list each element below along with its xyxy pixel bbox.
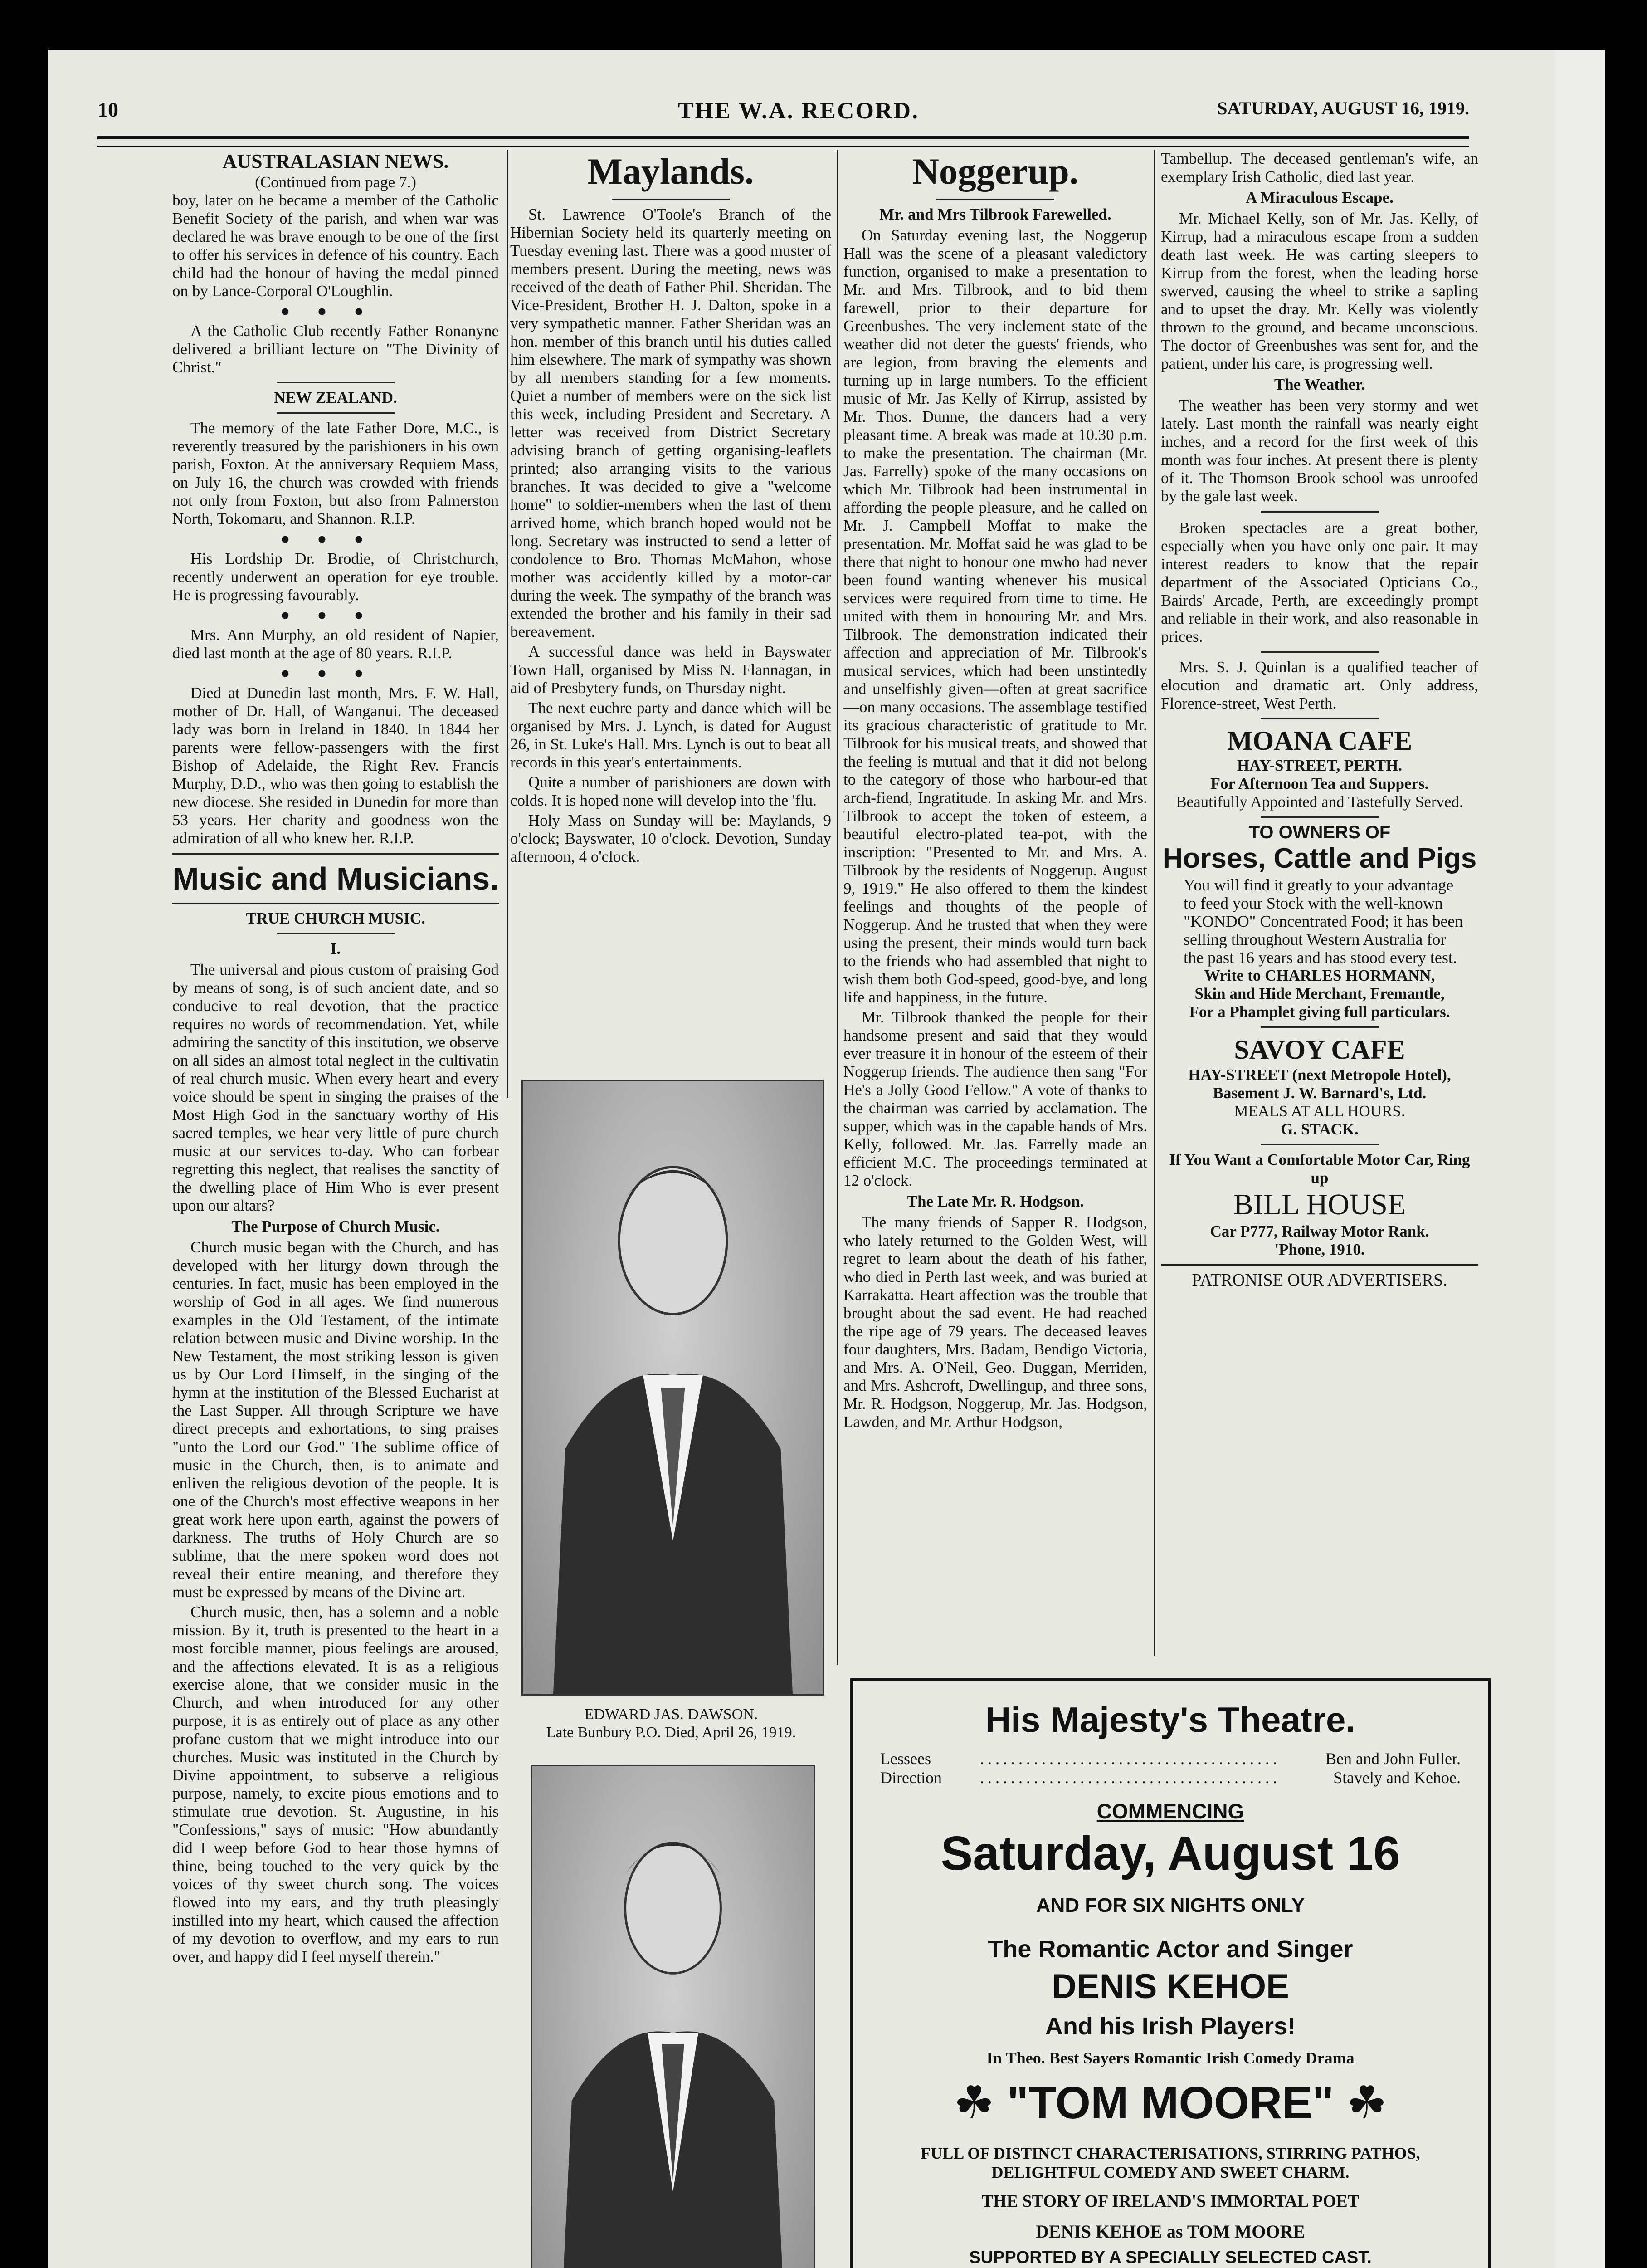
paragraph: On Saturday evening last, the Noggerup Hall was the scene of a pleasant valedictory function, organised to make a presentation to Mr. and Mrs. Tilbrook, and to bid them farewell, prior to their departure for Greenbushes. The very inclement state of the weather did not deter the guests' friends, who are legion, from braving the elements and turning up in large numbers. To the efficient music of Mr. Jas Kelly of Kirrup, assisted by Mr. Thos. Dunne, the dancers had a very pleasant time. A break was made at 10.30 p.m. to make the presentation. The chairman (Mr. Jas. Farrelly) spoke of the many occasions on which Mr. Tilbrook had been instrumental in affording the people pleasure, and he called on Mr. J. Campbell Moffat to make the presentation. Mr. Moffat said he was glad to be there that night to honour one mwho had never been found wanting whenever his musical services were required from time to time. He united with them in honouring Mr. and Mrs. Tilbrook. The demonstration indicated their affection and appreciation of Mr. Tilbrook's musical services, which had been unstintedly and unselfishly given—often at great sacrifice—on many occasions. The assemblage testified its gracious characteristic of gratitude to Mr. Tilbrook for his musical treats, and showed that the feeling is mutual and that it did not belong to the category of those who harbour-ed that arch-fiend, Ingratitude. In asking Mr. and Mrs. Tilbrook to accept the token of esteem, a beautiful electro-plated tea-pot, with the inscription: "Presented to Mr. and Mrs. A. Tilbrook by the residents of Noggerup. August 9, 1919." He also offered to them the kindest feelings and thoughts of the people of Noggerup. And he trusted that when they were using the present, their minds would turn back to the friends who had assembled that night to wish them both God-speed, good-bye, and long life and happiness, in the future.: [843, 226, 1147, 1006]
season-length: AND FOR SIX NIGHTS ONLY: [1036, 1894, 1305, 1916]
caption-edward-dawson: [512, 1706, 830, 1742]
divider: [172, 853, 499, 855]
lessees-value: Ben and John Fuller.: [1325, 1750, 1461, 1768]
paragraph: Mrs. Ann Murphy, an old resident of Napier, died last month at the age of 80 years. R.I.P.: [172, 626, 499, 662]
ad-line: G. STACK.: [1281, 1120, 1359, 1138]
opening-date: Saturday, August 16: [940, 1827, 1400, 1880]
caption-detail: Late Bunbury P.O. Died, April 26, 1919.: [546, 1724, 796, 1741]
column-noggerup: [843, 150, 1147, 1433]
divider: [1261, 1026, 1379, 1028]
paragraph: The many friends of Sapper R. Hodgson, who lately returned to the Golden West, will regret to learn about the death of his father, who died in Perth last week, and was buried at Karrakatta. Heart affection was the trouble that brought about the sad event. He had reached the ripe age of 79 years. The deceased leaves four daughters, Mrs. Badam, Bendigo Victoria, and Mrs. A. O'Neil, Geo. Duggan, Merriden, and Mrs. Ashcroft, Dwellingup, and three sons, Mr. R. Hodgson, Noggerup, Mr. Jas. Hodgson, Lawden, and Mr. Arthur Hodgson,: [843, 1213, 1147, 1431]
caption-name: EDWARD JAS. DAWSON.: [584, 1706, 758, 1723]
drama-line: In Theo. Best Sayers Romantic Irish Comedy Drama: [986, 2049, 1355, 2067]
shamrock-icon: ☘: [954, 2077, 994, 2128]
page-header: [97, 98, 1469, 125]
paragraph: The memory of the late Father Dore, M.C., is reverently treasured by the parishioners in his own parish, Foxton. At the anniversary Requiem Mass, on July 16, the church was crowded with friends not only from Foxton, but also from Palmerston North, Tokomaru, and Shannon. R.I.P.: [172, 419, 499, 528]
paper-title: THE W.A. RECORD.: [678, 98, 919, 124]
paragraph: Died at Dunedin last month, Mrs. F. W. Hall, mother of Dr. Hall, of Wanganui. The deceased lady was born in Ireland in 1840. In 1844 her parents were fellow-passengers with the first Bishop of Adelaide, the Right Rev. Francis Murphy, D.D., who was then going to establish the new diocese. She resided in Dunedin for more than 53 years. Her charity and goodness won the admiration of all who knew her. R.I.P.: [172, 684, 499, 847]
portrait-figure: [532, 1766, 814, 2268]
ad-line: Car P777, Railway Motor Rank.: [1210, 1222, 1429, 1240]
section-heading: Maylands.: [587, 151, 754, 192]
paragraph: Quite a number of parishioners are down with colds. It is hoped none will develop into the 'flu.: [510, 773, 831, 809]
lessees-label: Lessees: [880, 1750, 931, 1768]
direction-row: [880, 1768, 1461, 1787]
column-australasian: [172, 150, 499, 1968]
column-rule: [837, 150, 838, 1665]
column-maylands: [510, 150, 831, 868]
ad-title: BILL HOUSE: [1233, 1188, 1406, 1221]
divider: [612, 199, 730, 200]
paragraph: Broken spectacles are a great bother, especially when you have only one pair. It may interest readers to know that the repair department of the Associated Opticians Co., Bairds' Arcade, Perth, are exceedingly prompt and reliable in their work, and also reasonable in prices.: [1161, 519, 1478, 645]
ad-line: MEALS AT ALL HOURS.: [1234, 1102, 1405, 1120]
subheading: Mr. and Mrs Tilbrook Farewelled.: [879, 205, 1111, 223]
paragraph: His Lordship Dr. Brodie, of Christchurch, recently underwent an operation for eye trouble. He is progressing favourably.: [172, 550, 499, 604]
paragraph: Tambellup. The deceased gentleman's wife, an exemplary Irish Catholic, died last year.: [1161, 150, 1478, 186]
paragraph: The next euchre party and dance which will be organised by Mrs. J. Lynch, is dated for August 26, in St. Luke's Hall. Mrs. Lynch is out to beat all records in this year's entertainments.: [510, 699, 831, 771]
paragraph: Holy Mass on Sunday will be: Maylands, 9 o'clock; Bayswater, 10 o'clock. Devotion, Sunday afternoon, 4 o'clock.: [510, 811, 831, 865]
separator: ●●●: [280, 606, 391, 624]
divider: [172, 903, 499, 904]
separator: ●●●: [280, 530, 391, 547]
column-local-notes: [1161, 150, 1478, 1289]
page-number: 10: [97, 98, 118, 121]
divider: [1161, 1264, 1478, 1266]
paragraph: A successful dance was held in Bayswater Town Hall, organised by Miss N. Flannagan, in aid of Presbytery funds, on Thursday night.: [510, 643, 831, 697]
ad-bill-house: [1161, 1151, 1478, 1259]
ad-line: Write to CHARLES HORMANN,: [1204, 967, 1435, 984]
ad-line: Beautifully Appointed and Tastefully Served.: [1176, 793, 1463, 811]
players-line: And his Irish Players!: [1045, 2013, 1296, 2040]
divider: [1261, 511, 1379, 513]
scan-border-left: [0, 50, 48, 2268]
leader-dots: .......................................: [980, 1750, 1281, 1768]
subheading: The Late Mr. R. Hodgson.: [906, 1193, 1084, 1210]
section-subheading: TRUE CHURCH MUSIC.: [246, 909, 425, 927]
story-line: THE STORY OF IRELAND'S IMMORTAL POET: [981, 2192, 1360, 2211]
column-rule: [1154, 150, 1155, 1656]
ad-line: 'Phone, 1910.: [1274, 1241, 1365, 1258]
music-title: Music and Musicians.: [172, 861, 499, 896]
lessees-row: [880, 1749, 1461, 1768]
patronise-notice: PATRONISE OUR ADVERTISERS.: [1192, 1271, 1447, 1290]
divider: [1261, 718, 1379, 719]
paragraph: boy, later on he became a member of the Catholic Benefit Society of the parish, and when war was declared he was brave enough to be one of the first to offer his services in defence of his country. Each child had the honour of having the medal pinned on by Lance-Corporal O'Loughlin.: [172, 191, 499, 300]
direction-value: Stavely and Kehoe.: [1333, 1769, 1461, 1787]
paragraph: St. Lawrence O'Toole's Branch of the Hibernian Society held its quarterly meeting on Tuesday evening last. There was a good muster of members present. During the meeting, news was received of the death of Father Phil. Sheridan. The Vice-President, Brother H. J. Dalton, spoke in a very sympathetic manner. Father Sheridan was an hon. member of this branch until his duties called him elsewhere. The mark of sympathy was shown by all members standing for a few moments. Quiet a number of members were on the sick list this week, including President and Secretary. A letter was received from District Secretary advising branch of getting organising-leaflets printed; also arranging visits to the various branches. It was decided to give a "welcome home" to soldier-members when the last of them arrived home, which branch hoped would not be long. Secretary was instructed to send a letter of condolence to Bro. Thomas McMahon, whose mother was accidently killed by a motor-car during the week. The sympathy of the branch was extended the brother and his family in their sad bereavement.: [510, 205, 831, 640]
separator: ●●●: [280, 302, 391, 320]
paragraph: The weather has been very stormy and wet lately. Last month the rainfall was nearly eight inches, and a record for the first week of this month was four inches. At present there is plenty of it. The Thomson Brook school was unroofed by the gale last week.: [1161, 396, 1478, 505]
section-heading: AUSTRALASIAN NEWS.: [222, 150, 449, 172]
ad-his-majestys-theatre: [850, 1678, 1491, 2268]
divider: [1261, 816, 1379, 818]
cast-line: SUPPORTED BY A SPECIALLY SELECTED CAST.: [969, 2248, 1372, 2267]
ad-line: For Afternoon Tea and Suppers.: [1210, 775, 1429, 792]
ad-savoy-cafe: [1161, 1033, 1478, 1139]
portrait-william-dawson: [531, 1765, 815, 2268]
romantic-actor-line: The Romantic Actor and Singer: [988, 1936, 1353, 1963]
ad-line: HAY-STREET, PERTH.: [1237, 757, 1403, 774]
portrait-edward-dawson: [521, 1080, 824, 1696]
paragraph: The universal and pious custom of praising God by means of song, is of such ancient date, and so conducive to real devotion, that the practice requires no words of recommendation. Yet, while admiring the sanctity of this institution, we observe on all sides an almost total neglect in the cultivatin of real church music. When every heart and every voice should be spent in singing the praises of the Most High God in the sanctuary worthy of His sacred temples, we hear very little of pure church music at our services to-day. Who can forbear regretting this neglect, that realises the sanctity of the dwelling place of Him Who is ever present upon our altars?: [172, 961, 499, 1214]
divider: [277, 933, 395, 934]
scan-page-edge: [1555, 50, 1605, 2268]
ad-line: For a Phamplet giving full particulars.: [1189, 1003, 1450, 1021]
ad-line: HAY-STREET (next Metropole Hotel),: [1188, 1066, 1451, 1084]
role-line: DENIS KEHOE as TOM MOORE: [1035, 2221, 1306, 2242]
leader-dots: .......................................: [980, 1769, 1281, 1787]
ad-title: SAVOY CAFE: [1234, 1035, 1405, 1065]
continued-note: (Continued from page 7.): [255, 173, 416, 191]
paragraph: Church music, then, has a solemn and a noble mission. By it, truth is presented to the heart in a most forcible manner, pious feelings are aroused, and the affections elevated. It is as a religious exercise alone, that we consider music in the Church, and when introduced for any other purpose, it is as entirely out of place as any other profane custom that we might introduce into our churches. Music was instituted in the Church by Divine appointment, to subserve a religious purpose, namely, to excite pious emotions and to stimulate true devotion. St. Augustine, in his "Confessions," says of music: "How abundantly did I weep before God to hear those hymns of thine, being touched to the very quick by the voices of thy sweet church song. The voices flowed into my ears, and thy truth pleasingly instilled into my heart, which caused the affection of my devotion to overflow, and my ears to run over, and happy did I feel myself therein.": [172, 1603, 499, 1965]
direction-label: Direction: [880, 1769, 942, 1787]
ad-title: MOANA CAFE: [1227, 726, 1413, 756]
divider: [277, 382, 395, 383]
ad-line: If You Want a Comfortable Motor Car, Ring up: [1169, 1151, 1470, 1187]
commencing-label: COMMENCING: [1096, 1799, 1244, 1823]
subheading: A Miraculous Escape.: [1246, 189, 1394, 206]
ad-body: You will find it greatly to your advantage to feed your Stock with the well-known "KONDO" Concentrated Food; it has been selling throughout Western Australia for the past 16 years and has stood every test.: [1184, 876, 1463, 967]
ad-line: Skin and Hide Merchant, Fremantle,: [1194, 985, 1445, 1002]
issue-date: SATURDAY, AUGUST 16, 1919.: [1217, 98, 1469, 118]
paragraph: Church music began with the Church, and has developed with her liturgy down through the centuries. In fact, music has been employed in the worship of God in all ages. We find numerous examples in the Old Testament, of the intimate relation between music and Divine worship. In the New Testament, the most striking lesson is given us by Our Lord Himself, in the singing of the hymn at the institution of the Blessed Eucharist at the Last Supper. All through Scripture we have direct precepts and exhortations, to sing praises "unto the Lord our God." The sublime office of music in the Church, then, is to animate and enliven the religious devotion of the people. It is one of the Church's most effective weapons in her great work here upon earth, against the powers of darkness. The truths of Holy Church are so sublime, that the mere spoken word does not reveal their entire meaning, and therefore they must be expressed by means of the Divine art.: [172, 1238, 499, 1601]
shamrock-icon: ☘: [1346, 2077, 1387, 2128]
section-heading: NEW ZEALAND.: [274, 389, 397, 406]
subheading: The Weather.: [1274, 376, 1365, 393]
divider: [936, 199, 1054, 200]
play-title: "TOM MOORE": [1007, 2077, 1334, 2128]
paragraph: A the Catholic Club recently Father Ronanyne delivered a brilliant lecture on "The Divinity of Christ.": [172, 322, 499, 376]
subheading: The Purpose of Church Music.: [231, 1217, 440, 1235]
ad-line: TO OWNERS OF: [1248, 822, 1391, 842]
column-rule: [507, 150, 508, 1098]
ad-kondo-food: [1161, 823, 1478, 1021]
ad-line: Basement J. W. Barnard's, Ltd.: [1213, 1084, 1427, 1102]
play-title-row: [853, 2076, 1488, 2130]
ad-title: Horses, Cattle and Pigs: [1162, 843, 1477, 874]
header-rule: [97, 136, 1469, 147]
paragraph: Mr. Tilbrook thanked the people for their handsome present and said that they would ever treasure it in honour of the esteem of their Noggerup friends. The audience then sang "For He's a Jolly Good Fellow." A vote of thanks to the chairman was carried by acclamation. The supper, which was in the capable hands of Mrs. Kelly, followed. Mr. Jas. Farrelly made an efficient M.C. The proceedings terminated at 12 o'clock.: [843, 1008, 1147, 1189]
divider: [277, 412, 395, 414]
divider: [1261, 651, 1379, 653]
description-line: DELIGHTFUL COMEDY AND SWEET CHARM.: [991, 2163, 1350, 2181]
part-number: I.: [330, 940, 341, 958]
description-line: FULL OF DISTINCT CHARACTERISATIONS, STIRRING PATHOS,: [921, 2144, 1420, 2162]
ad-moana-cafe: [1161, 725, 1478, 811]
theatre-title: His Majesty's Theatre.: [985, 1700, 1356, 1740]
separator: ●●●: [280, 664, 391, 682]
star-name: DENIS KEHOE: [1052, 1967, 1289, 2006]
paragraph: Mr. Michael Kelly, son of Mr. Jas. Kelly, of Kirrup, had a miraculous escape from a sudden death last week. He was carting sleepers to Kirrup from the forest, when the leading horse swerved, causing the wheel to strike a sapling and to upset the dray. Mr. Kelly was violently thrown to the ground, and became unconscious. The doctor of Greenbushes was sent for, and the patient, under his care, is progressing well.: [1161, 210, 1478, 372]
paragraph: Mrs. S. J. Quinlan is a qualified teacher of elocution and dramatic art. Only address, Florence-street, West Perth.: [1161, 658, 1478, 712]
divider: [1261, 1144, 1379, 1145]
section-heading: Noggerup.: [912, 151, 1079, 192]
portrait-figure: [523, 1081, 823, 1694]
